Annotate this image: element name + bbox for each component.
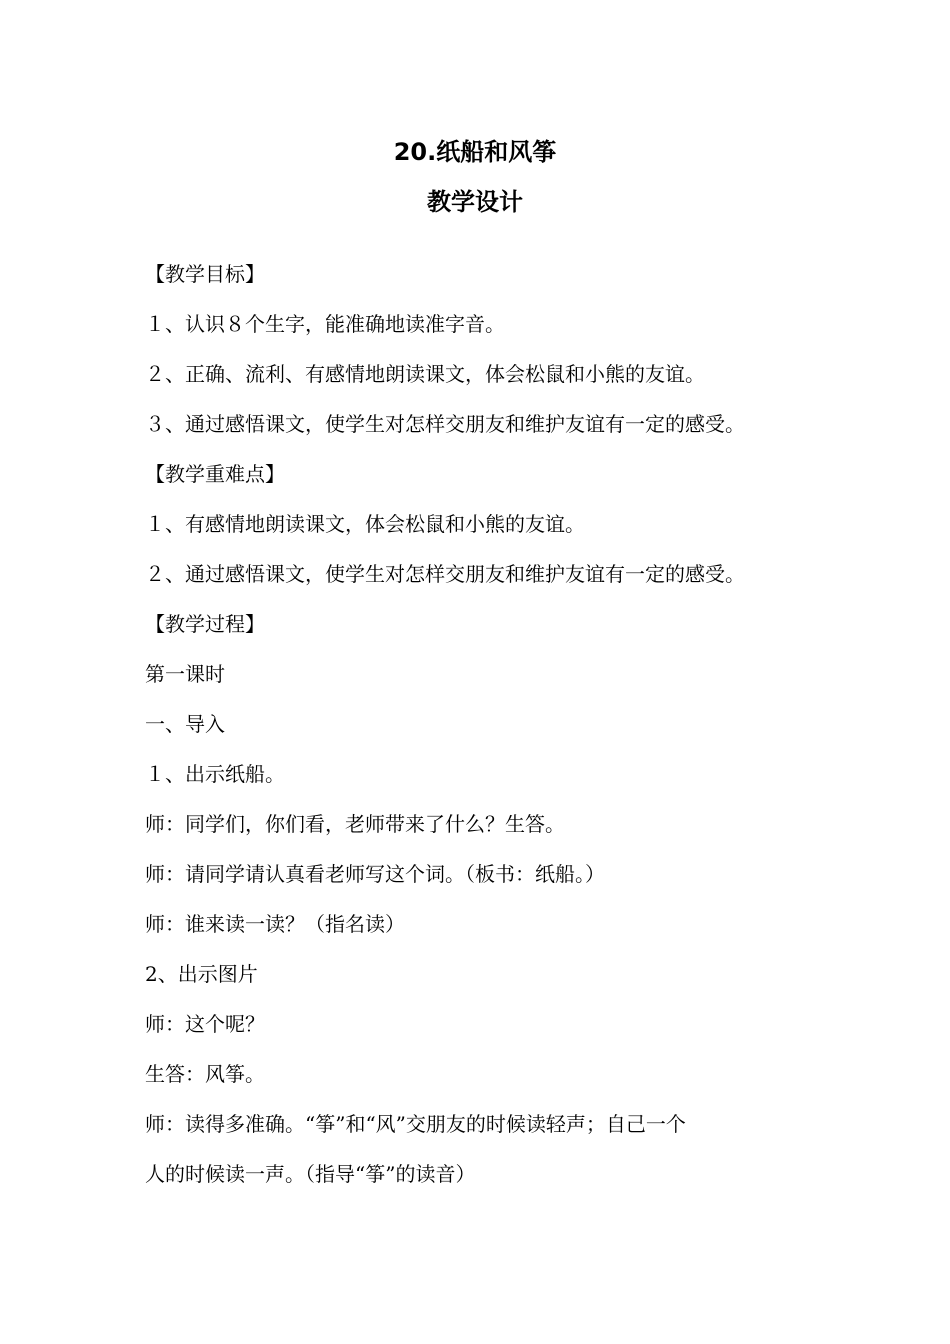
document-body [145, 258, 810, 1208]
goal-item-1: １、认识８个生字，能准确地读准字音。 [145, 312, 505, 336]
process-line: 2、出示图片 [145, 962, 258, 986]
goal-item-3: ３、通过感悟课文，使学生对怎样交朋友和维护友谊有一定的感受。 [145, 412, 745, 436]
process-line: 生答：风筝。 [145, 1062, 265, 1086]
key-point-item-2: ２、通过感悟课文，使学生对怎样交朋友和维护友谊有一定的感受。 [145, 562, 745, 586]
section-heading-goals: 【教学目标】 [145, 262, 265, 286]
process-line: 师：同学们，你们看，老师带来了什么？生答。 [145, 812, 565, 836]
process-line: 师：谁来读一读？（指名读） [145, 912, 405, 936]
goal-item-2: ２、正确、流利、有感情地朗读课文，体会松鼠和小熊的友谊。 [145, 362, 705, 386]
section-heading-key-points: 【教学重难点】 [145, 462, 285, 486]
process-line: 师：请同学请认真看老师写这个词。（板书：纸船。） [145, 862, 605, 886]
key-point-item-1: １、有感情地朗读课文，体会松鼠和小熊的友谊。 [145, 512, 585, 536]
process-line: 师：读得多准确。“筝”和“风”交朋友的时候读轻声；自己一个 [145, 1112, 686, 1136]
process-line: 师：这个呢？ [145, 1012, 265, 1036]
document-title: 20.纸船和风筝 [393, 138, 557, 166]
step-heading-intro: 一、导入 [145, 712, 225, 736]
lesson-period: 第一课时 [145, 662, 225, 686]
process-line: 人的时候读一声。（指导“筝”的读音） [145, 1162, 476, 1186]
section-heading-process: 【教学过程】 [145, 612, 265, 636]
document-subtitle: 教学设计 [427, 188, 523, 216]
process-line: １、出示纸船。 [145, 762, 285, 786]
